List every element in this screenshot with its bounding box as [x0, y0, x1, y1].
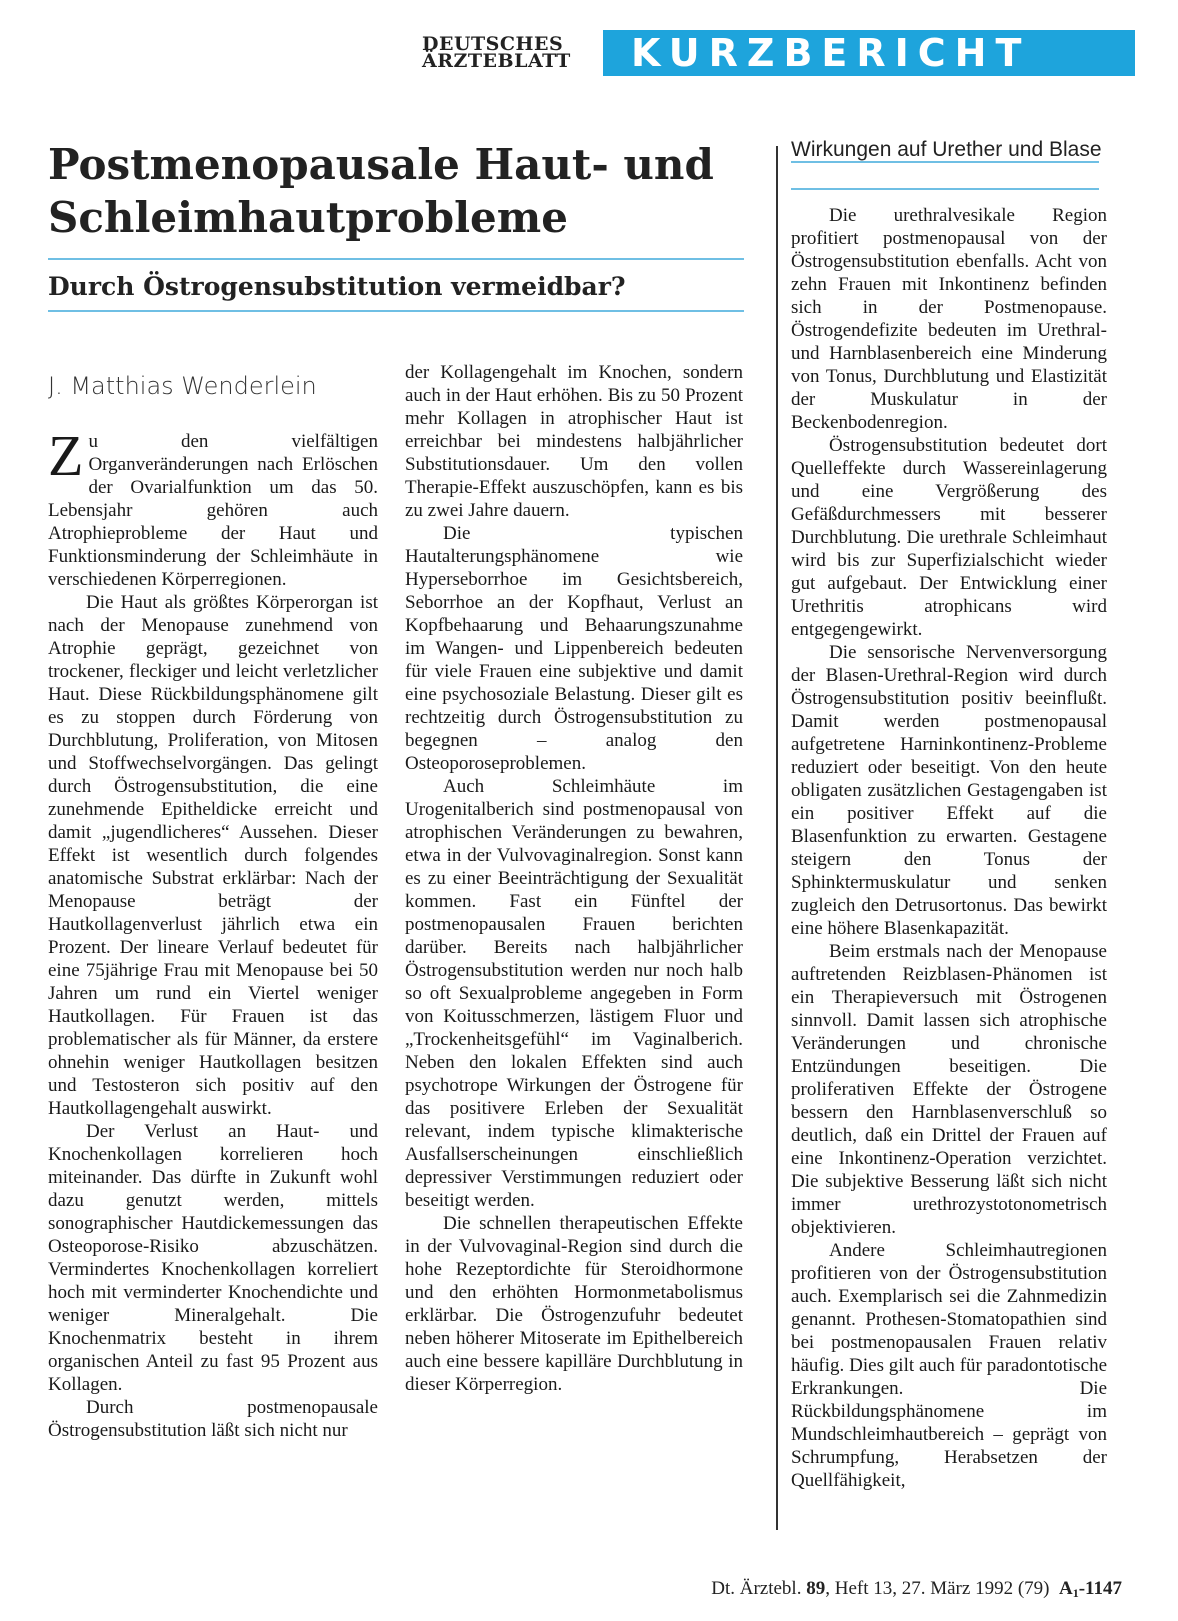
paragraph: Die typischen Hautalterungsphänomene wie Hyperseborrhoe im Gesichtsbereich, Seborrhoe an der Kopfhaut, Verlust an Kopfbehaarung und Behaarungszunahme im Wangen- und Lippenbereich bedeuten für viele Frauen eine subjektive und damit eine psychosoziale Belastung. Dieser gilt es rechtzeitig durch Östrogensubstitution zu begegnen – analog den Osteoporoseproblemen.: [405, 523, 743, 774]
paragraph: Auch Schleimhäute im Urogenitalberich sind postmenopausal von atrophischen Veränderungen zu bewahren, etwa in der Vulvovaginalregion. Sonst kann es zu einer Beeinträchtigung der Sexualität kommen. Fast ein Fünftel der postmenopausalen Frauen berichten darüber. Bereits nach halbjährlicher Östrogensubstitution werden nur noch halb so oft Sexualprobleme angegeben in Form von Koitusschmerzen, lästigem Fluor und „Trockenheitsgefühl“ im Vaginalberich. Neben den lokalen Effekten sind auch psychotrope Wirkungen der Östrogene für das positivere Erleben der Sexualität relevant, indem typische klimakterische Ausfallserscheinungen einschließlich depressiver Verstimmungen reduziert oder beseitigt werden.: [405, 776, 743, 1211]
article-subtitle: Durch Östrogensubstitution vermeidbar?: [48, 272, 626, 301]
section-heading: Wirkungen auf Urether und Blase: [791, 138, 1102, 161]
page-prefix: A: [1058, 1578, 1073, 1599]
paragraph: Andere Schleimhautregionen profitieren von der Östrogensubstitution auch. Exemplarisch sei die Zahnmedizin genannt. Prothesen-Stomatopathien sind bei postmenopausalen Frauen relativ häufig. Dies gilt auch für paradontotische Erkrankungen. Die Rückbildungsphänomene im Mundschleimhautbereich – geprägt von Schrumpfung, Herabsetzen der Quellfähigkeit,: [791, 1240, 1107, 1491]
column-1: [48, 423, 378, 1442]
heading-rule-top: [791, 161, 1099, 163]
page-footer: [711, 1578, 1122, 1601]
paragraph: Die urethralvesikale Region profitiert postmenopausal von der Östrogensubstitution ebenfalls. Acht von zehn Frauen mit Inkontinenz befinden sich in der Postmenopause. Östrogendefizite bedeuten im Urethral- und Harnblasenbereich eine Minderung von Tonus, Durchblutung und Elastizität der Muskulatur in der Beckenbodenregion.: [791, 205, 1107, 433]
column-3: [791, 204, 1107, 1492]
paragraph: Die sensorische Nervenversorgung der Blasen-Urethral-Region wird durch Östrogensubstitution positiv beeinflußt. Damit werden postmenopausal aufgetretene Harninkontinenz-Probleme reduziert oder beseitigt. Von den heute obligaten zusätzlichen Gestagengaben ist ein positiver Effekt auf die Blasenfunktion zu erwarten. Gestagene steigern den Tonus der Sphinktermuskulatur und senken zugleich den Detrusortonus. Das bewirkt eine höhere Blasenkapazität.: [791, 642, 1107, 939]
drop-cap: Z: [48, 423, 84, 488]
column-divider: [776, 146, 778, 1530]
paragraph-text: u den vielfältigen Organveränderungen nach Erlöschen der Ovarialfunktion um das 50. Lebensjahr gehören auch Atrophieprobleme der Haut und Funktionsminderung der Schleimhäute in verschiedenen Körperregionen.: [48, 431, 378, 590]
paragraph: [48, 423, 378, 591]
issue-date: , Heft 13, 27. März 1992 (79): [825, 1578, 1050, 1599]
column-2: [405, 361, 743, 1396]
title-rule: [48, 258, 744, 260]
section-banner: KURZBERICHT: [603, 30, 1135, 76]
author-name: J. Matthias Wenderlein: [48, 372, 317, 400]
journal-name: Dt. Ärztebl.: [711, 1578, 802, 1599]
journal-masthead: [422, 33, 582, 72]
paragraph: Der Verlust an Haut- und Knochenkollagen korrelieren hoch miteinander. Das dürfte in Zukunft wohl dazu genutzt werden, mittels sonographischer Hautdickemessungen das Osteoporose-Risiko abzuschätzen. Vermindertes Knochenkollagen korreliert hoch mit verminderter Knochendichte und weniger Mineralgehalt. Die Knochenmatrix besteht in ihrem organischen Anteil zu fast 95 Prozent aus Kollagen.: [48, 1121, 378, 1395]
paragraph: der Kollagengehalt im Knochen, sondern auch in der Haut erhöhen. Bis zu 50 Prozent mehr Kollagen in atrophischer Haut ist erreichbar bei mindestens halbjährlicher Substitutionsdauer. Um den vollen Therapie-Effekt auszuschöpfen, kann es bis zu zwei Jahre dauern.: [405, 362, 743, 521]
article-title: Postmenopausale Haut- und Schleimhautprobleme: [48, 140, 714, 242]
page-subscript: 1: [1072, 1586, 1079, 1600]
paragraph: Östrogensubstitution bedeutet dort Quelleffekte durch Wassereinlagerung und eine Vergrößerung des Gefäßdurchmessers mit besserer Durchblutung. Die urethrale Schleimhaut wird bis zur Superfizialschicht wieder gut aufgebaut. Der Entwicklung einer Urethritis atrophicans wird entgegengewirkt.: [791, 435, 1107, 640]
paragraph: Durch postmenopausale Östrogensubstitution läßt sich nicht nur: [48, 1397, 378, 1441]
masthead-line2: ÄRZTEBLATT: [422, 50, 571, 72]
masthead-line1: DEUTSCHES: [422, 33, 564, 55]
page-value: -1147: [1078, 1578, 1122, 1599]
paragraph: Die schnellen therapeutischen Effekte in der Vulvovaginal-Region sind durch die hohe Rezeptordichte für Steroidhormone und den erhöhten Hormonmetabolismus erklärbar. Die Östrogenzufuhr bedeutet neben höherer Mitoserate im Epithelbereich auch eine bessere kapilläre Durchblutung in dieser Körperregion.: [405, 1213, 743, 1395]
heading-rule-bottom: [791, 188, 1099, 190]
page-number: [1059, 1578, 1122, 1599]
paragraph: Beim erstmals nach der Menopause auftretenden Reizblasen-Phänomen ist ein Therapieversuch mit Östrogenen sinnvoll. Damit lassen sich atrophische Veränderungen und chronische Entzündungen beseitigen. Die proliferativen Effekte der Östrogene bessern den Harnblasenverschluß so deutlich, daß ein Drittel der Frauen auf eine Inkontinenz-Operation verzichtet. Die subjektive Besserung läßt sich nicht immer urethrozystotonometrisch objektivieren.: [791, 941, 1107, 1238]
volume-number: 89: [806, 1578, 826, 1599]
subtitle-rule: [48, 310, 744, 312]
paragraph: Die Haut als größtes Körperorgan ist nach der Menopause zunehmend von Atrophie geprägt, gezeichnet von trockener, fleckiger und leicht verletzlicher Haut. Diese Rückbildungsphänomene gilt es zu stoppen durch Förderung von Durchblutung, Proliferation, von Mitosen und Stoffwechselvorgängen. Das gelingt durch Östrogensubstitution, die eine zunehmende Epitheldicke erreicht und damit „jugendlicheres“ Aussehen. Dieser Effekt ist wesentlich durch folgendes anatomische Substrat erklärbar: Nach der Menopause beträgt der Hautkollagenverlust jährlich etwa ein Prozent. Der lineare Verlauf bedeutet für eine 75jährige Frau mit Menopause bei 50 Jahren um rund ein Viertel weniger Hautkollagen. Für Frauen ist das problematischer als für Männer, da erstere ohnehin weniger Hautkollagen besitzen und Testosteron sich positiv auf den Hautkollagengehalt auswirkt.: [48, 592, 378, 1119]
